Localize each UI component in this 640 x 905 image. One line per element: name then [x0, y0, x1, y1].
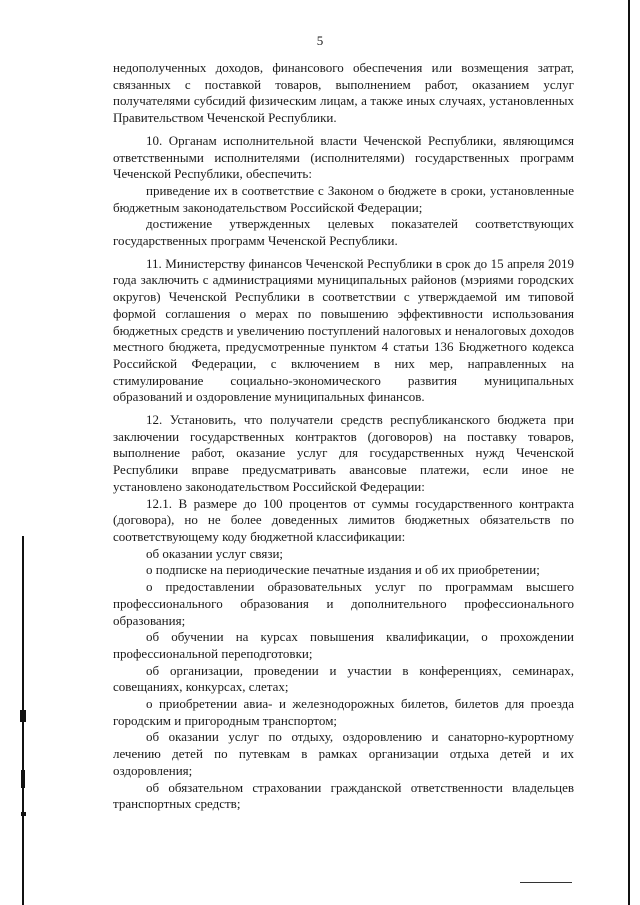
paragraph-item-12: 12. Установить, что получатели средств республиканского бюджета при заключении государственных контрактов (договоров) на поставку товаров, выполнение работ, оказание услуг для государственных нужд Чеченской Республики вправе предусматривать авансовые платежи, если иное не установлено законодательством Российской Федерации: — [113, 412, 574, 494]
page-number: 5 — [316, 33, 324, 48]
paragraph-item-12-1: 12.1. В размере до 100 процентов от суммы государственного контракта (договора), но не более доведенных лимитов бюджетных обязательств по соответствующему коду бюджетной классификации: — [113, 495, 574, 544]
paragraph-item-11: 11. Министерству финансов Чеченской Республики в срок до 15 апреля 2019 года заключить с администрациями муниципальных районов (мэриями городских округов) Чеченской Республики в соответствии с утверждаемой им типовой формой соглашения о мерах по повышению эффективности использования бюджетных средств и увеличению поступлений налоговых и неналоговых доходов местного бюджета, предусмотренные пунктом 4 статьи 136 Бюджетного кодекса Российской Федерации, с включением в них мер, направленных на стимулирование социально-экономического развития муниципальных образований и оздоровление муниципальных финансов. — [113, 255, 574, 405]
list-item-conferences: об организации, проведении и участии в конференциях, семинарах, совещаниях, конкурсах, слетах; — [113, 662, 574, 695]
list-item-children-rest: об оказании услуг по отдыху, оздоровлению и санаторно-курортному лечению детей по путевкам в рамках организации отдыха детей и их оздоровления; — [113, 729, 574, 778]
list-item-training: об обучении на курсах повышения квалификации, о прохождении профессиональной переподготовки; — [113, 629, 574, 661]
paragraph-item-10-sub-1: приведение их в соответствие с Законом о бюджете в сроки, установленные бюджетным законодательством Российской Федерации; — [113, 182, 574, 215]
paragraph-continuation: недополученных доходов, финансового обеспечения или возмещения затрат, связанных с поставкой товаров, выполнением работ, оказанием услуг получателями субсидий физическим лицам, а также иных случаях, установленных Правительством Чеченской Республики. — [113, 60, 574, 126]
paragraph-item-10: 10. Органам исполнительной власти Чеченской Республики, являющимся ответственными исполнителями (исполнителями) государственных программ Чеченской Республики, обеспечить: — [113, 132, 574, 182]
scan-margin-mark — [21, 770, 25, 788]
list-item-subscription: о подписке на периодические печатные издания и об их приобретении; — [146, 562, 540, 578]
paragraph-item-10-sub-2: достижение утвержденных целевых показателей соответствующих государственных программ Чеченской Республики. — [113, 216, 574, 249]
document-body — [113, 60, 574, 813]
scan-margin-mark — [20, 710, 26, 722]
scan-edge-line — [628, 0, 630, 905]
list-item-education: о предоставлении образовательных услуг по программам высшего профессионального образования и дополнительного профессионального образования; — [113, 579, 574, 628]
list-item-insurance: об обязательном страховании гражданской ответственности владельцев транспортных средств; — [113, 779, 574, 812]
scan-margin-mark — [21, 812, 26, 816]
list-item-tickets: о приобретении авиа- и железнодорожных билетов, билетов для проезда городским и пригородным транспортом; — [113, 696, 574, 728]
bottom-rule — [520, 882, 572, 883]
list-item-communication: об оказании услуг связи; — [146, 545, 284, 561]
